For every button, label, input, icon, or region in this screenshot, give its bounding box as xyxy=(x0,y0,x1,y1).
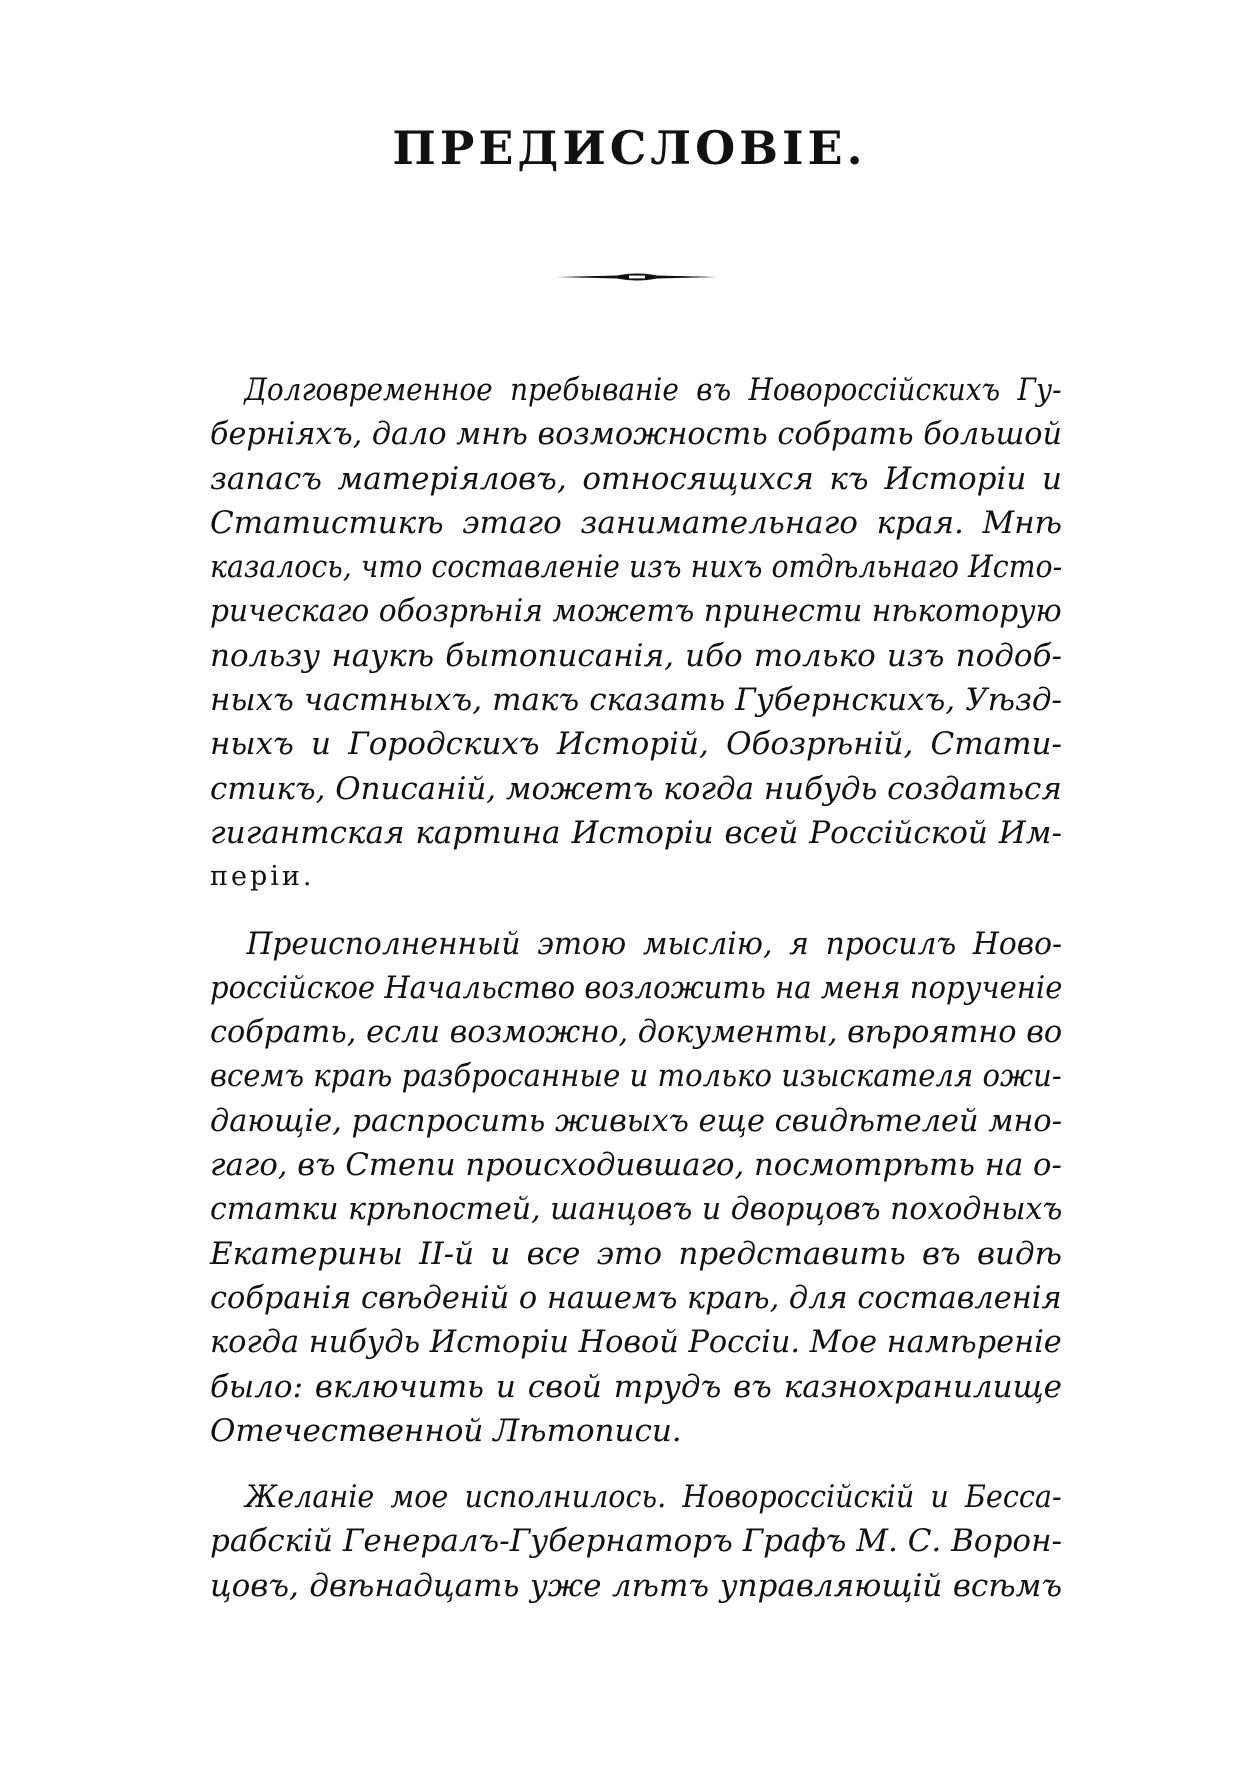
text-line: Желанiе мое исполнилось. Новороссiйскiй и Бесса- xyxy=(245,1479,1062,1516)
title-ornament-rule xyxy=(557,270,717,284)
text-line: было: включить и свой трудъ въ казнохранилище xyxy=(210,1368,1062,1405)
text-line: Статистикѣ этаго занимательнаго края. Мнѣ xyxy=(210,504,1062,541)
text-line: ныхъ частныхъ, такъ сказать Губернскихъ, Уѣзд- xyxy=(210,682,1062,719)
text-line: пользу наукѣ бытописанiя, ибо только изъ подоб- xyxy=(210,637,1062,674)
text-line: гаго, въ Степи происходившаго, посмотрѣть на о- xyxy=(210,1147,1062,1184)
text-line: берніяхъ, дало мнѣ возможность собрать большой xyxy=(210,416,1062,453)
paragraph-1 xyxy=(210,368,1062,900)
text-line: когда нибудь Исторiи Новой Россiи. Мое намѣренiе xyxy=(210,1324,1062,1361)
text-line: рабскiй Генералъ-Губернаторъ Графъ М. С. Ворон- xyxy=(210,1523,1062,1560)
text-line: ныхъ и Городскихъ Исторiй, Обозрѣнiй, Стати- xyxy=(210,726,1062,763)
text-line: казалось, что составленiе изъ нихъ отдѣльнаго Исто- xyxy=(210,549,1063,586)
text-line: Отечественной Лѣтописи. xyxy=(210,1412,682,1449)
text-line: запасъ матерiяловъ, относящихся къ Исторiи и xyxy=(210,460,1062,497)
text-line: дающiе, распросить живыхъ еще свидѣтелей мно- xyxy=(210,1102,1063,1139)
text-line: собрать, если возможно, документы, вѣроятно во xyxy=(210,1014,1063,1051)
text-line: перiи. xyxy=(210,861,315,893)
paragraph-3 xyxy=(210,1475,1062,1608)
chapter-title: ПРЕДИСЛОВIЕ. xyxy=(392,121,867,175)
preface-text xyxy=(210,368,1062,1608)
text-line: цовъ, двѣнадцать уже лѣтъ управляющiй всѣмъ xyxy=(210,1567,1062,1604)
text-line: стикъ, Описанiй, можетъ когда нибудь создаться xyxy=(210,770,1062,807)
text-line: гигантская картина Исторiи всей Россiйской Им- xyxy=(210,814,1062,851)
text-line: статки крѣпостей, шанцовъ и дворцовъ походныхъ xyxy=(210,1191,1063,1228)
paragraph-2 xyxy=(210,922,1062,1454)
text-line: Долговременное пребыванiе въ Новороссiйскихъ Гу- xyxy=(244,372,1062,408)
text-line: всемъ краѣ разбросанные и только изыскателя ожи- xyxy=(210,1058,1062,1095)
text-line: Екатерины II-й и все это представить въ видѣ xyxy=(210,1235,1062,1272)
text-line: собранiя свѣденiй о нашемъ краѣ, для составленiя xyxy=(210,1279,1062,1316)
text-line: рическаго обозрѣнiя можетъ принести нѣкоторую xyxy=(210,593,1062,630)
text-line: россiйское Начальство возложить на меня порученiе xyxy=(210,969,1063,1006)
text-line: Преисполненный этою мыслiю, я просилъ Ново- xyxy=(246,925,1063,962)
